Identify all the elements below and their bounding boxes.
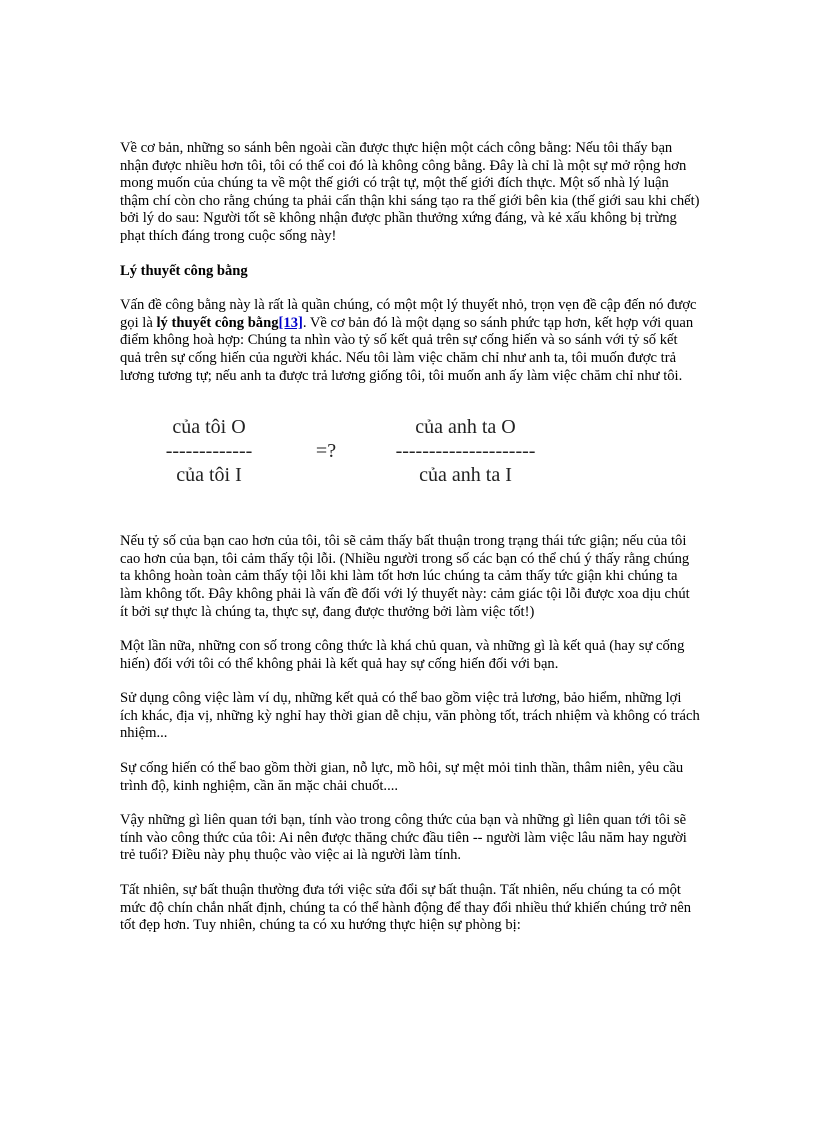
formula-right-ratio [373,415,558,487]
formula-left-rule: ------------- [165,440,253,463]
paragraph-who-counts: Vậy những gì liên quan tới bạn, tính vào trong công thức của bạn và những gì liên quan tới tôi sẽ tính vào công thức của tôi: Ai nên được thăng chức đầu tiên -- người làm việc lâu năm hay người trẻ tuổi? Điều này phụ thuộc vào việc ai là người làm tính. [120,812,687,864]
paragraph-equity-theory-end: . Về cơ bản đó là một dạng so sánh phức tạp hơn, kết hợp với quan điểm không hoà hợp: Chúng ta nhìn vào tỷ số kết quả trên sự cống hiến và so sánh với tỷ số kết quả trên sự cống hiến của người khác. Nếu tôi làm việc chăm chỉ như anh ta, tôi muốn được trả lương tương tự; nếu anh ta được trả lương giống tôi, tôi muốn anh ấy làm việc chăm chỉ như tôi. [120,314,694,384]
document-page [120,140,700,952]
paragraph-ratio-feelings: Nếu tỷ số của bạn cao hơn của tôi, tôi sẽ cảm thấy bất thuận trong trạng thái tức giận; nếu của tôi cao hơn của bạn, tôi cảm thấy tội lỗi. (Nhiều người trong số các bạn có thể chú ý thấy rằng chúng ta không hoàn toàn cảm thấy tội lỗi khi làm tốt hơn lúc chúng ta cảm thấy tức giận khi chúng ta làm không tốt. Đây không phải là vấn đề đối với lý thuyết này: cảm giác tội lỗi được xoa dịu chút ít bởi sự thực là chúng ta, thực sự, đang được thưởng bởi làm việc tốt!) [120,533,690,620]
formula-right-denominator: của anh ta I [419,464,512,487]
paragraph-equity-theory [120,297,700,385]
paragraph-inputs: Sự cống hiến có thể bao gồm thời gian, nỗ lực, mồ hôi, sự mệt mỏi tinh thần, thâm niên, yêu cầu trình độ, kinh nghiệm, cần ăn mặc chải chuốt.... [120,760,684,794]
formula-right-rule: --------------------- [395,440,536,463]
equity-formula-image [138,415,558,497]
equity-theory-term: lý thuyết công bằng [156,314,279,331]
paragraph-subjective: Một lần nữa, những con số trong công thức là khá chủ quan, và những gì là kết quả (hay sự cống hiến) đối với tôi có thể không phải là kết quả hay sự cống hiến đối với bạn. [120,638,685,672]
formula-right-numerator: của anh ta O [415,416,516,439]
formula-left-denominator: của tôi I [176,464,242,487]
formula-operator: =? [315,440,337,463]
paragraph-dissonance: Tất nhiên, sự bất thuận thường đưa tới việc sửa đổi sự bất thuận. Tất nhiên, nếu chúng ta có một mức độ chín chắn nhất định, chúng ta có thể hành động để thay đổi nhiều thứ khiến chúng trở nên tốt đẹp hơn. Tuy nhiên, chúng ta có xu hướng thực hiện sự phòng bị: [120,882,692,934]
formula-left-numerator: của tôi O [172,416,246,439]
paragraph-intro: Về cơ bản, những so sánh bên ngoài cần được thực hiện một cách công bằng: Nếu tôi thấy bạn nhận được nhiều hơn tôi, tôi có thể coi đó là không công bằng. Đây là chỉ là một sự mở rộng hơn mong muốn của chúng ta về một thế giới có trật tự, một thế giới đích thực. Một số nhà lý luận thậm chí còn cho rằng chúng ta phải cẩn thận khi sáng tạo ra thế giới bên kia (thế giới sau khi chết) bởi lý do sau: Người tốt sẽ không nhận được phần thưởng xứng đáng, và kẻ xấu không bị trừng phạt thích đáng trong cuộc sống này! [120,140,700,244]
formula-left-ratio [144,415,274,487]
paragraph-equity-theory-start: Vấn đề công bằng này là rất là quần chúng, có một một lý thuyết nhỏ, trọn vẹn đề cập đến nó được gọi là [120,297,697,331]
paragraph-outcomes: Sử dụng công việc làm ví dụ, những kết quả có thể bao gồm việc trả lương, bảo hiểm, những lợi ích khác, địa vị, những kỳ nghỉ hay thời gian dễ chịu, văn phòng tốt, trách nhiệm và không có trách nhiệm... [120,690,700,742]
footnote-link-13[interactable]: [13] [278,314,303,331]
section-heading: Lý thuyết công bằng [120,262,248,279]
